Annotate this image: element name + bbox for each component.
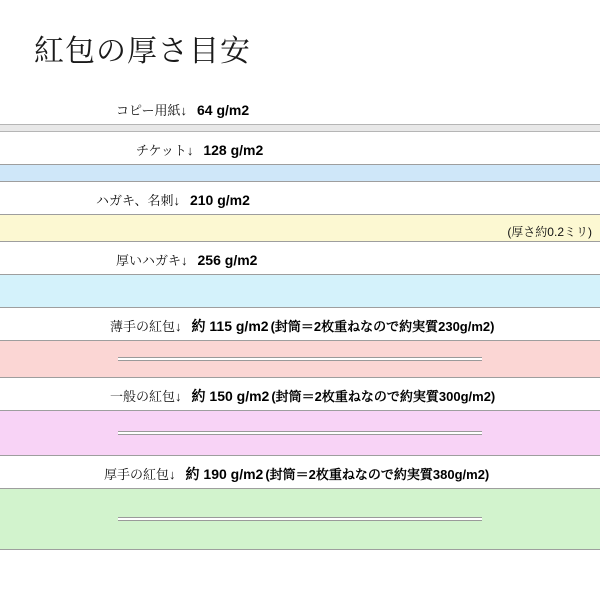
row-note: (封筒＝2枚重ねなので約実質380g/m2)	[265, 467, 490, 482]
row-thick-postcard	[0, 246, 600, 308]
thickness-bar	[0, 340, 600, 378]
row-thin-hongbao	[0, 312, 600, 378]
envelope-inner-line	[118, 431, 482, 435]
row-name: 厚手の紅包↓	[104, 467, 176, 482]
thickness-bar	[0, 274, 600, 308]
row-value: 約 190 g/m2	[185, 466, 264, 482]
row-ticket	[0, 136, 600, 182]
row-name: 一般の紅包↓	[110, 389, 182, 404]
thickness-bar	[0, 488, 600, 550]
row-label	[0, 136, 600, 164]
row-name: 厚いハガキ↓	[116, 253, 188, 268]
row-thick-hongbao	[0, 460, 600, 550]
row-label	[0, 382, 600, 410]
row-label	[0, 460, 600, 488]
row-value: 256 g/m2	[197, 252, 258, 268]
row-value: 64 g/m2	[196, 102, 250, 118]
envelope-inner-line	[118, 357, 482, 361]
row-value: 約 150 g/m2	[191, 388, 270, 404]
thickness-bar	[0, 124, 600, 132]
row-label	[0, 312, 600, 340]
row-note: (封筒＝2枚重ねなので約実質300g/m2)	[271, 389, 496, 404]
thickness-bar	[0, 214, 600, 242]
row-note: (封筒＝2枚重ねなので約実質230g/m2)	[270, 319, 495, 334]
row-value: 128 g/m2	[203, 142, 264, 158]
row-value: 210 g/m2	[189, 192, 250, 208]
row-postcard-namecard	[0, 186, 600, 242]
paper-weight-rows	[0, 96, 600, 550]
row-name: コピー用紙↓	[116, 103, 187, 118]
row-label	[0, 186, 600, 214]
thickness-bar	[0, 164, 600, 182]
row-label	[0, 246, 600, 274]
row-copy-paper	[0, 96, 600, 132]
row-name: チケット↓	[136, 143, 194, 158]
thickness-bar	[0, 410, 600, 456]
page-title: 紅包の厚さ目安	[34, 35, 251, 68]
envelope-inner-line	[118, 517, 482, 521]
row-standard-hongbao	[0, 382, 600, 456]
row-name: ハガキ、名刺↓	[96, 193, 180, 208]
row-name: 薄手の紅包↓	[110, 319, 182, 334]
row-value: 約 115 g/m2	[191, 318, 269, 334]
bar-note: (厚さ約0.2ミリ)	[507, 225, 592, 239]
row-label	[0, 96, 600, 124]
